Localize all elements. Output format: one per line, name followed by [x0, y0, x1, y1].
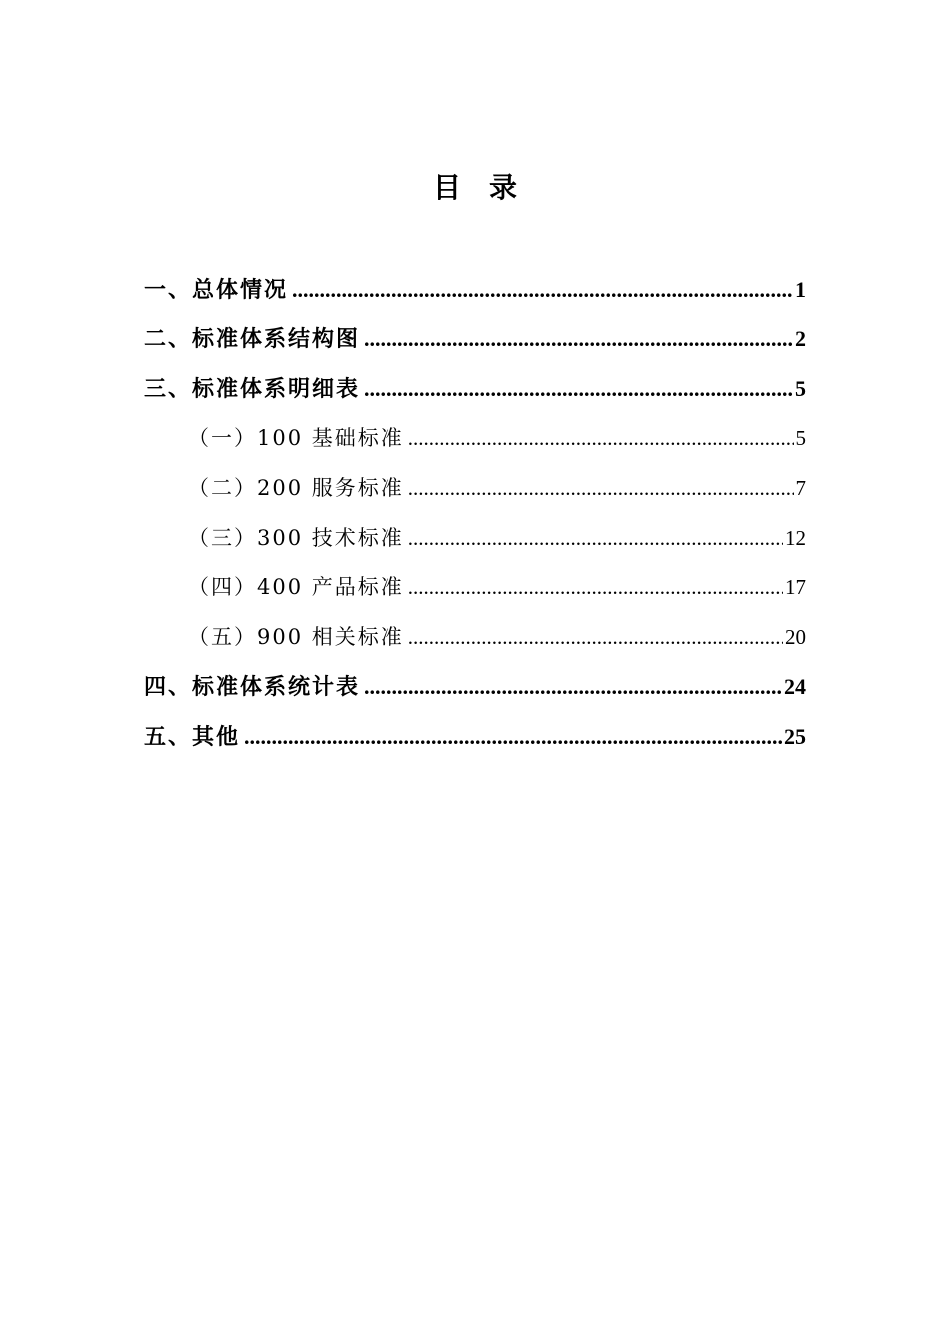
toc-entry-title: （四）400 产品标准 [188, 575, 404, 599]
toc-entry-page-number: 20 [785, 625, 806, 649]
toc-entry-title: （五）900 相关标准 [188, 625, 404, 649]
toc-leader-dots [408, 571, 783, 603]
toc-leader-dots [408, 422, 794, 454]
toc-entry-other[interactable] [144, 721, 806, 753]
toc-entry-title: 四、标准体系统计表 [144, 674, 361, 700]
toc-leader-dots [364, 323, 793, 355]
toc-leader-dots [408, 621, 783, 653]
toc-entry-page-number: 5 [795, 426, 806, 450]
toc-entry-title: （二）200 服务标准 [188, 476, 404, 500]
toc-entry-page-number: 5 [795, 376, 806, 401]
toc-leader-dots [364, 671, 782, 703]
toc-entry-structure-diagram[interactable] [144, 323, 806, 355]
toc-entry-service-standards[interactable] [188, 472, 806, 504]
toc-entry-statistics-table[interactable] [144, 671, 806, 703]
toc-entry-page-number: 24 [784, 674, 806, 699]
toc-entry-page-number: 1 [795, 277, 806, 302]
toc-leader-dots [408, 472, 794, 504]
toc-entry-title: 一、总体情况 [144, 277, 289, 303]
toc-leader-dots [364, 373, 793, 405]
toc-entry-detail-table[interactable] [144, 373, 806, 405]
toc-entry-page-number: 17 [785, 575, 806, 599]
toc-entry-title: 三、标准体系明细表 [144, 376, 361, 402]
toc-entry-technical-standards[interactable] [188, 522, 806, 554]
toc-entry-title: （一）100 基础标准 [188, 426, 404, 450]
toc-entry-overview[interactable] [144, 274, 806, 306]
page-title: 目 录 [432, 171, 517, 204]
toc-entry-page-number: 7 [795, 476, 806, 500]
toc-leader-dots [292, 274, 793, 306]
toc-entry-title: 二、标准体系结构图 [144, 326, 361, 352]
toc-entry-title: 五、其他 [144, 724, 241, 750]
toc-leader-dots [244, 721, 782, 753]
toc-entry-page-number: 12 [785, 526, 806, 550]
toc-leader-dots [408, 522, 783, 554]
toc-entry-page-number: 2 [795, 326, 806, 351]
toc-entry-related-standards[interactable] [188, 621, 806, 653]
toc-entry-title: （三）300 技术标准 [188, 526, 404, 550]
toc-entry-page-number: 25 [784, 724, 806, 749]
toc-entry-product-standards[interactable] [188, 571, 806, 603]
toc-entry-basic-standards[interactable] [188, 422, 806, 454]
